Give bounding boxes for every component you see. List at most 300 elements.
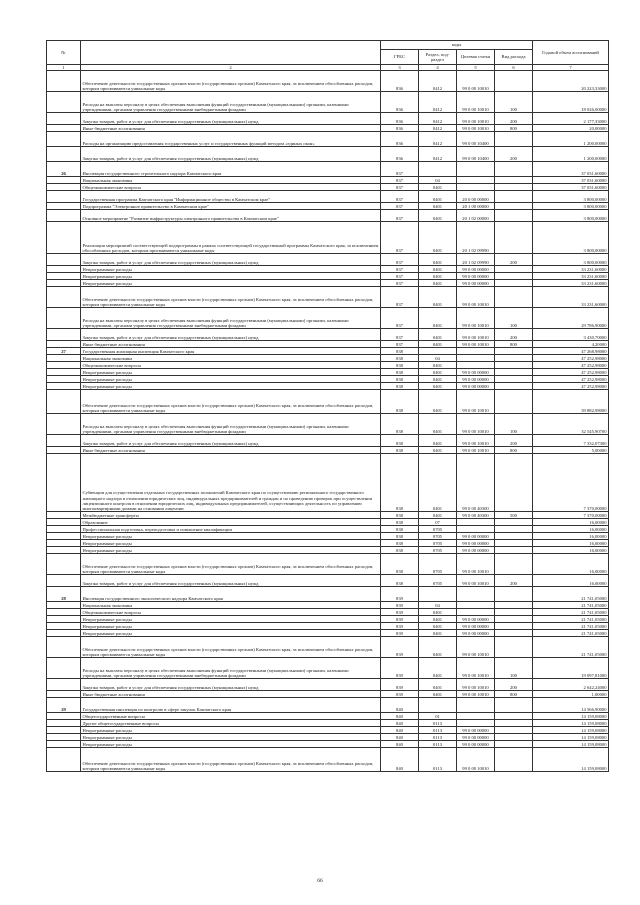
row-section: 04 xyxy=(419,177,457,184)
row-grbs: 837 xyxy=(381,210,419,222)
row-vid: 200 xyxy=(495,147,533,162)
row-grbs: 837 xyxy=(381,266,419,273)
row-grbs: 839 xyxy=(381,679,419,691)
header-col-number: 7 xyxy=(533,65,609,71)
row-article: 99 0 00 00000 xyxy=(457,540,495,547)
row-number xyxy=(47,720,81,727)
row-amount: 20 223,33000 xyxy=(533,71,609,92)
row-number xyxy=(47,454,81,512)
row-amount: 14 159,08000 xyxy=(533,734,609,741)
table-row xyxy=(47,355,609,362)
table-row xyxy=(47,447,609,454)
row-name: Основное мероприятие "Развитие инфраструктуры электронного правительства в Камчатском крае" xyxy=(81,210,381,222)
row-amount: 3 800,00000 xyxy=(533,222,609,254)
row-vid: 800 xyxy=(495,341,533,348)
row-name: Инспекция государственного строительного надзора Камчатского края xyxy=(81,162,381,177)
row-amount: 3 800,00000 xyxy=(533,210,609,222)
row-vid xyxy=(495,623,533,630)
row-section: 0401 xyxy=(419,308,457,329)
row-article xyxy=(457,162,495,177)
row-grbs: 839 xyxy=(381,587,419,602)
row-grbs: 840 xyxy=(381,727,419,734)
row-article: 99 0 00 00000 xyxy=(457,547,495,554)
row-name: Непрограммные расходы xyxy=(81,741,381,748)
row-section xyxy=(419,348,457,355)
table-row xyxy=(47,390,609,414)
row-amount: 7 370,00000 xyxy=(533,512,609,519)
row-number xyxy=(47,616,81,623)
row-section: 0401 xyxy=(419,287,457,308)
row-grbs: 838 xyxy=(381,512,419,519)
row-vid: 100 xyxy=(495,414,533,435)
row-vid xyxy=(495,203,533,210)
row-amount: 16,00000 xyxy=(533,533,609,540)
row-article: 99 0 00 00000 xyxy=(457,376,495,383)
row-section: 0401 xyxy=(419,630,457,637)
table-row xyxy=(47,533,609,540)
row-vid xyxy=(495,184,533,191)
row-article: 99 0 00 10010 xyxy=(457,691,495,698)
row-number: 29 xyxy=(47,698,81,713)
row-number: 27 xyxy=(47,348,81,355)
row-amount: 21 741,05000 xyxy=(533,587,609,602)
row-number xyxy=(47,748,81,772)
row-article: 99 0 00 10010 xyxy=(457,125,495,132)
row-article: 99 0 00 40300 xyxy=(457,512,495,519)
table-row xyxy=(47,691,609,698)
row-vid xyxy=(495,734,533,741)
row-grbs: 838 xyxy=(381,575,419,587)
row-name: Непрограммные расходы xyxy=(81,734,381,741)
row-amount: 2 177,33000 xyxy=(533,113,609,125)
row-number xyxy=(47,414,81,435)
row-vid xyxy=(495,376,533,383)
row-name: Непрограммные расходы xyxy=(81,280,381,287)
row-section: 04 xyxy=(419,355,457,362)
row-number xyxy=(47,71,81,92)
table-row xyxy=(47,630,609,637)
row-vid xyxy=(495,727,533,734)
header-col-number: 2 xyxy=(81,65,381,71)
row-article: 99 0 00 10010 xyxy=(457,92,495,113)
row-article: 99 0 00 00000 xyxy=(457,616,495,623)
table-row xyxy=(47,616,609,623)
row-name: Общеэкономические вопросы xyxy=(81,184,381,191)
row-vid xyxy=(495,748,533,772)
table-row xyxy=(47,734,609,741)
row-section: 0401 xyxy=(419,637,457,658)
row-number xyxy=(47,609,81,616)
table-row xyxy=(47,184,609,191)
row-name: Непрограммные расходы xyxy=(81,727,381,734)
row-name: Иные бюджетные ассигнования xyxy=(81,125,381,132)
header-col-number: 1 xyxy=(47,65,81,71)
row-article: 99 0 00 10010 xyxy=(457,71,495,92)
row-vid: 500 xyxy=(495,512,533,519)
row-name: Закупка товаров, работ и услуг для обеспечения государственных (муниципальных) нужд xyxy=(81,435,381,447)
row-grbs: 836 xyxy=(381,71,419,92)
row-name: Общеэкономические вопросы xyxy=(81,609,381,616)
row-vid xyxy=(495,71,533,92)
row-grbs: 838 xyxy=(381,355,419,362)
row-number xyxy=(47,184,81,191)
header-row-top xyxy=(47,41,609,50)
table-row xyxy=(47,162,609,177)
row-article xyxy=(457,184,495,191)
row-name: Реализация мероприятий соответствующей подпрограммы в рамках соответствующей государственной программы Камчатского края, за исключением обособленных расходов, которым присваиваются уникальные коды xyxy=(81,222,381,254)
row-name: Иные бюджетные ассигнования xyxy=(81,691,381,698)
row-vid: 100 xyxy=(495,92,533,113)
row-number xyxy=(47,547,81,554)
row-vid xyxy=(495,390,533,414)
row-vid: 800 xyxy=(495,691,533,698)
row-name: Непрограммные расходы xyxy=(81,266,381,273)
row-article: 99 0 00 00000 xyxy=(457,280,495,287)
row-article: 99 0 00 10010 xyxy=(457,575,495,587)
row-number xyxy=(47,679,81,691)
row-grbs: 838 xyxy=(381,348,419,355)
row-name: Общеэкономические вопросы xyxy=(81,362,381,369)
row-section: 0401 xyxy=(419,273,457,280)
row-number xyxy=(47,602,81,609)
row-number xyxy=(47,266,81,273)
row-section: 0401 xyxy=(419,679,457,691)
row-grbs: 838 xyxy=(381,540,419,547)
row-number xyxy=(47,362,81,369)
table-row xyxy=(47,348,609,355)
header-codes: коды xyxy=(381,41,533,50)
row-grbs: 837 xyxy=(381,203,419,210)
row-amount: 7 370,00000 xyxy=(533,454,609,512)
row-number xyxy=(47,355,81,362)
row-amount: 7 332,07300 xyxy=(533,435,609,447)
row-amount: 37 031,60000 xyxy=(533,184,609,191)
table-row xyxy=(47,329,609,341)
table-row xyxy=(47,369,609,376)
row-article xyxy=(457,713,495,720)
row-amount: 1 200,00000 xyxy=(533,147,609,162)
row-article: 99 0 00 00000 xyxy=(457,266,495,273)
table-row xyxy=(47,741,609,748)
row-number xyxy=(47,630,81,637)
table-row xyxy=(47,519,609,526)
row-article: 99 0 00 10010 xyxy=(457,447,495,454)
row-name: Непрограммные расходы xyxy=(81,376,381,383)
row-article: 99 0 00 10010 xyxy=(457,435,495,447)
header-col-number: 4 xyxy=(419,65,457,71)
row-vid xyxy=(495,454,533,512)
row-amount: 14 159,08000 xyxy=(533,748,609,772)
row-amount: 16,00000 xyxy=(533,554,609,575)
row-grbs: 840 xyxy=(381,713,419,720)
row-grbs: 839 xyxy=(381,691,419,698)
row-vid xyxy=(495,266,533,273)
row-name: Расходы на выплаты персоналу в целях обеспечения выполнения функций государственными (муниципальными) органами, казенными учреждениями, органами управления государственными внебюджетными фондами xyxy=(81,414,381,435)
row-article: 20 1 02 00000 xyxy=(457,210,495,222)
table-row xyxy=(47,609,609,616)
row-amount: 47 252,98000 xyxy=(533,355,609,362)
table-row xyxy=(47,341,609,348)
row-article xyxy=(457,519,495,526)
row-name: Закупка товаров, работ и услуг для обеспечения государственных (муниципальных) нужд xyxy=(81,329,381,341)
header-amount: Годовой объем ассигнований xyxy=(533,41,609,65)
row-name: Профессиональная подготовка, переподготовка и повышение квалификации xyxy=(81,526,381,533)
row-amount: 14 159,08000 xyxy=(533,727,609,734)
budget-table xyxy=(46,40,609,772)
row-article: 20 1 02 09990 xyxy=(457,222,495,254)
row-grbs: 839 xyxy=(381,616,419,623)
row-number xyxy=(47,369,81,376)
row-grbs: 839 xyxy=(381,602,419,609)
table-row xyxy=(47,383,609,390)
row-section: 0401 xyxy=(419,609,457,616)
row-article xyxy=(457,609,495,616)
row-number xyxy=(47,254,81,266)
row-amount: 33 231,60000 xyxy=(533,280,609,287)
table-body xyxy=(47,71,609,772)
row-grbs: 836 xyxy=(381,92,419,113)
table-row xyxy=(47,203,609,210)
row-number xyxy=(47,435,81,447)
header-article: Целевая статья xyxy=(457,50,495,65)
row-amount: 1,00000 xyxy=(533,691,609,698)
row-grbs: 838 xyxy=(381,383,419,390)
row-amount: 3 800,00000 xyxy=(533,191,609,203)
row-number xyxy=(47,575,81,587)
row-article: 99 0 00 10010 xyxy=(457,637,495,658)
row-article: 20 1 02 09990 xyxy=(457,254,495,266)
row-grbs: 838 xyxy=(381,547,419,554)
row-number xyxy=(47,512,81,519)
row-section: 0401 xyxy=(419,266,457,273)
row-name: Непрограммные расходы xyxy=(81,273,381,280)
row-amount: 29 786,90000 xyxy=(533,308,609,329)
row-name: Непрограммные расходы xyxy=(81,623,381,630)
row-grbs: 838 xyxy=(381,447,419,454)
row-section: 0412 xyxy=(419,147,457,162)
table-row xyxy=(47,71,609,92)
row-vid: 800 xyxy=(495,447,533,454)
row-name: Подпрограмма "Электронное правительство в Камчатском крае" xyxy=(81,203,381,210)
row-section: 0401 xyxy=(419,254,457,266)
row-name: Непрограммные расходы xyxy=(81,547,381,554)
table-row xyxy=(47,266,609,273)
row-name: Обеспечение деятельности государственных органов власти (государственных органов) Камчатского края, за исключением обособленных расходов, которым присваиваются уникальные коды xyxy=(81,748,381,772)
row-grbs: 837 xyxy=(381,308,419,329)
row-amount: 21 741,05000 xyxy=(533,609,609,616)
row-grbs: 837 xyxy=(381,329,419,341)
row-amount: 21 741,05000 xyxy=(533,630,609,637)
table-row xyxy=(47,698,609,713)
row-amount: 21 741,05000 xyxy=(533,602,609,609)
row-article: 99 0 00 10010 xyxy=(457,341,495,348)
table-row xyxy=(47,679,609,691)
row-name: Национальная экономика xyxy=(81,355,381,362)
row-vid: 200 xyxy=(495,329,533,341)
row-number xyxy=(47,113,81,125)
table-row xyxy=(47,602,609,609)
row-number xyxy=(47,637,81,658)
table-row xyxy=(47,637,609,658)
row-amount: 18 026,00000 xyxy=(533,92,609,113)
row-section: 0401 xyxy=(419,203,457,210)
header-section: Раздел, под-раздел xyxy=(419,50,457,65)
row-vid xyxy=(495,348,533,355)
row-amount: 3 800,00000 xyxy=(533,203,609,210)
row-section: 0401 xyxy=(419,369,457,376)
table-row xyxy=(47,713,609,720)
row-amount: 37 031,60000 xyxy=(533,162,609,177)
row-amount: 16,00000 xyxy=(533,575,609,587)
row-number: 28 xyxy=(47,587,81,602)
row-section: 0401 xyxy=(419,414,457,435)
table-row xyxy=(47,191,609,203)
row-amount: 47 252,98000 xyxy=(533,383,609,390)
row-name: Государственная жилищная инспекция Камчатского края xyxy=(81,348,381,355)
row-vid xyxy=(495,280,533,287)
row-amount: 16,00000 xyxy=(533,526,609,533)
row-vid xyxy=(495,177,533,184)
row-section: 01 xyxy=(419,713,457,720)
row-vid: 200 xyxy=(495,575,533,587)
table-row xyxy=(47,280,609,287)
row-grbs: 838 xyxy=(381,362,419,369)
row-vid xyxy=(495,609,533,616)
row-article: 99 0 00 00000 xyxy=(457,727,495,734)
row-section: 0412 xyxy=(419,125,457,132)
table-row xyxy=(47,454,609,512)
row-section: 0705 xyxy=(419,533,457,540)
row-section: 0705 xyxy=(419,540,457,547)
row-section: 0401 xyxy=(419,376,457,383)
row-article: 99 0 00 00000 xyxy=(457,533,495,540)
row-section: 0401 xyxy=(419,222,457,254)
table-row xyxy=(47,623,609,630)
row-article xyxy=(457,355,495,362)
row-name: Иные бюджетные ассигнования xyxy=(81,447,381,454)
row-number xyxy=(47,713,81,720)
table-row xyxy=(47,554,609,575)
row-vid xyxy=(495,162,533,177)
row-amount: 16,00000 xyxy=(533,547,609,554)
row-number xyxy=(47,203,81,210)
row-name: Государственная программа Камчатского края "Информационное общество в Камчатском крае" xyxy=(81,191,381,203)
table-row xyxy=(47,727,609,734)
row-number xyxy=(47,533,81,540)
row-grbs: 840 xyxy=(381,741,419,748)
row-section xyxy=(419,162,457,177)
row-amount: 37 031,60000 xyxy=(533,177,609,184)
row-grbs: 837 xyxy=(381,184,419,191)
row-section: 0412 xyxy=(419,71,457,92)
row-article: 99 0 00 10010 xyxy=(457,414,495,435)
row-name: Обеспечение деятельности государственных органов власти (государственных органов) Камчатского края, за исключением обособленных расходов, которым присваиваются уникальные коды xyxy=(81,71,381,92)
row-number xyxy=(47,210,81,222)
table-row xyxy=(47,414,609,435)
row-section: 0401 xyxy=(419,383,457,390)
row-amount: 47 268,98000 xyxy=(533,348,609,355)
row-number xyxy=(47,376,81,383)
row-grbs: 838 xyxy=(381,526,419,533)
row-vid xyxy=(495,369,533,376)
row-number xyxy=(47,554,81,575)
row-number xyxy=(47,734,81,741)
header-col-number: 5 xyxy=(457,65,495,71)
table-row xyxy=(47,435,609,447)
row-article: 99 0 00 10400 xyxy=(457,132,495,147)
row-grbs: 837 xyxy=(381,287,419,308)
row-section: 0113 xyxy=(419,720,457,727)
row-name: Обеспечение деятельности государственных органов власти (государственных органов) Камчатского края, за исключением обособленных расходов, которым присваиваются уникальные коды xyxy=(81,287,381,308)
row-article: 99 0 00 10010 xyxy=(457,748,495,772)
row-section: 0401 xyxy=(419,512,457,519)
row-vid xyxy=(495,587,533,602)
row-number xyxy=(47,383,81,390)
table-row xyxy=(47,720,609,727)
row-number xyxy=(47,741,81,748)
row-number xyxy=(47,222,81,254)
row-name: Расходы на выплаты персоналу в целях обеспечения выполнения функций государственными (муниципальными) органами, казенными учреждениями, органами управления государственными внебюджетными фондами xyxy=(81,308,381,329)
row-name: Инспекция государственного экологического надзора Камчатского края xyxy=(81,587,381,602)
row-number xyxy=(47,132,81,147)
row-vid xyxy=(495,630,533,637)
row-grbs: 838 xyxy=(381,554,419,575)
row-vid: 200 xyxy=(495,679,533,691)
header-vid: Вид расхода xyxy=(495,50,533,65)
row-section: 0401 xyxy=(419,454,457,512)
row-name: Образование xyxy=(81,519,381,526)
row-section: 0401 xyxy=(419,191,457,203)
row-article: 99 0 00 00000 xyxy=(457,273,495,280)
row-number xyxy=(47,526,81,533)
row-name: Расходы на выплаты персоналу в целях обеспечения выполнения функций государственными (муниципальными) органами, казенными учреждениями, органами управления государственными внебюджетными фондами xyxy=(81,92,381,113)
row-vid xyxy=(495,602,533,609)
row-grbs: 838 xyxy=(381,376,419,383)
row-name: Государственная инспекция по контролю в сфере закупок Камчатского края xyxy=(81,698,381,713)
row-grbs: 837 xyxy=(381,280,419,287)
row-article: 20 0 00 00000 xyxy=(457,191,495,203)
row-grbs: 838 xyxy=(381,390,419,414)
row-amount: 16,00000 xyxy=(533,519,609,526)
row-number xyxy=(47,308,81,329)
row-name: Национальная экономика xyxy=(81,602,381,609)
row-name: Закупка товаров, работ и услуг для обеспечения государственных (муниципальных) нужд xyxy=(81,679,381,691)
row-vid xyxy=(495,191,533,203)
row-number xyxy=(47,519,81,526)
row-number xyxy=(47,191,81,203)
row-vid xyxy=(495,355,533,362)
row-vid: 200 xyxy=(495,113,533,125)
table-row xyxy=(47,575,609,587)
row-section: 0113 xyxy=(419,748,457,772)
row-vid xyxy=(495,222,533,254)
table-row xyxy=(47,132,609,147)
table-row xyxy=(47,540,609,547)
row-vid xyxy=(495,383,533,390)
table-row xyxy=(47,222,609,254)
row-article: 99 0 00 00000 xyxy=(457,741,495,748)
row-number xyxy=(47,273,81,280)
row-grbs: 839 xyxy=(381,630,419,637)
row-number xyxy=(47,623,81,630)
row-amount: 1 200,00000 xyxy=(533,132,609,147)
row-article xyxy=(457,177,495,184)
row-section: 0401 xyxy=(419,616,457,623)
row-article xyxy=(457,720,495,727)
row-amount: 21 741,05000 xyxy=(533,616,609,623)
table-row xyxy=(47,748,609,772)
row-article xyxy=(457,348,495,355)
